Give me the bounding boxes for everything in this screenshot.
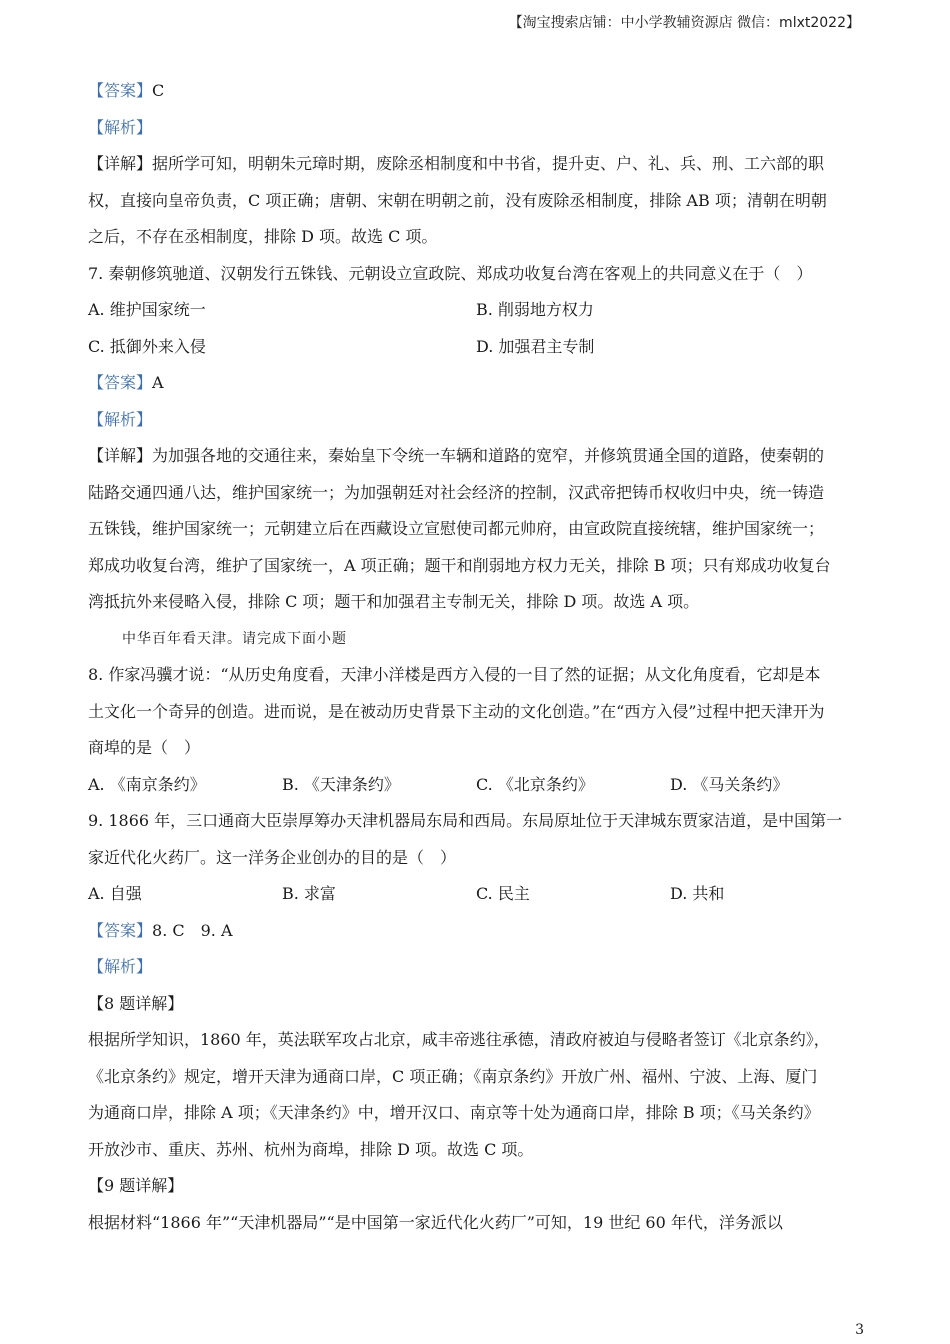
- text-line: 郑成功收复台湾，维护了国家统一，A 项正确；题干和削弱地方权力无关，排除 B 项；只有郑成功收复台: [88, 555, 831, 575]
- text-line: 开放沙市、重庆、苏州、杭州为商埠，排除 D 项。故选 C 项。: [88, 1139, 534, 1159]
- options-row: [88, 334, 864, 371]
- text-line: 根据材料“1866 年”“天津机器局”“是中国第一家近代化火药厂”可知，19 世纪 60 年代，洋务派以: [88, 1212, 783, 1232]
- text-line: 【详解】据所学可知，明朝朱元璋时期，废除丞相制度和中书省，提升吏、户、礼、兵、刑、工六部的职: [88, 154, 825, 173]
- text-line: 五铢钱，维护国家统一；元朝建立后在西藏设立宣慰使司都元帅府，由宣政院直接统辖，维护国家统一；: [88, 519, 825, 538]
- text-line: 权，直接向皇帝负责，C 项正确；唐朝、宋朝在明朝之前，没有废除丞相制度，排除 AB 项；清朝在明朝: [88, 190, 827, 210]
- option-item: C. 抵御外来入侵: [88, 336, 206, 356]
- answer-text: A: [152, 373, 164, 392]
- text-line: 【8 题详解】: [88, 993, 184, 1013]
- document-body: [88, 78, 864, 1246]
- option-item: D. 《马关条约》: [670, 774, 789, 794]
- text-line: 【9 题详解】: [88, 1176, 184, 1195]
- option-item: D. 共和: [670, 884, 725, 903]
- answer-line: [88, 115, 864, 152]
- text-line: 商埠的是（ ）: [88, 738, 201, 757]
- answer-line: [88, 370, 864, 407]
- answer-line: [88, 78, 864, 115]
- text-line: 土文化一个奇异的创造。进而说，是在被动历史背景下主动的文化创造。”在“西方入侵”过程中把天津开为: [88, 701, 825, 721]
- option-item: B. 《天津条约》: [282, 774, 400, 794]
- text-line: 7. 秦朝修筑驰道、汉朝发行五铢钱、元朝设立宣政院、郑成功收复台湾在客观上的共同意义在于（ ）: [88, 263, 813, 283]
- answer-line: [88, 407, 864, 444]
- section-label: 【解析】: [88, 957, 153, 976]
- option-item: D. 加强君主专制: [476, 336, 595, 356]
- text-line: 9. 1866 年，三口通商大臣崇厚筹办天津机器局东局和西局。东局原址位于天津城东贾家洁道，是中国第一: [88, 811, 843, 830]
- text-line: 之后，不存在丞相制度，排除 D 项。故选 C 项。: [88, 227, 438, 246]
- option-item: A. 维护国家统一: [88, 300, 206, 319]
- answer-line: [88, 954, 864, 991]
- option-item: C. 民主: [476, 884, 530, 903]
- section-label: 【答案】: [88, 81, 153, 100]
- text-line: 根据所学知识，1860 年，英法联军攻占北京，咸丰帝逃往承德，清政府被迫与侵略者签订《北京条约》，: [88, 1030, 830, 1049]
- text-line: 为通商口岸，排除 A 项；《天津条约》中，增开汉口、南京等十处为通商口岸，排除 B 项；《马关条约》: [88, 1103, 820, 1122]
- text-line: 湾抵抗外来侵略入侵，排除 C 项；题干和加强君主专制无关，排除 D 项。故选 A 项。: [88, 592, 700, 611]
- text-line: 陆路交通四通八达，维护国家统一；为加强朝廷对社会经济的控制，汉武帝把铸币权收归中央，统一铸造: [88, 482, 825, 502]
- text-line: 8. 作家冯骥才说：“从历史角度看，天津小洋楼是西方入侵的一目了然的证据；从文化角度看，它却是本: [88, 665, 821, 684]
- option-item: A. 自强: [88, 884, 142, 903]
- answer-text: C: [152, 81, 165, 100]
- section-label: 【答案】: [88, 920, 153, 940]
- options-row: [88, 297, 864, 334]
- section-label: 【答案】: [88, 373, 153, 392]
- option-item: A. 《南京条约》: [88, 774, 206, 794]
- options-row: [88, 772, 864, 809]
- option-item: C. 《北京条约》: [476, 774, 594, 794]
- page-number: 3: [855, 1322, 864, 1338]
- answer-line: [88, 918, 864, 955]
- text-line: 家近代化火药厂。这一洋务企业创办的目的是（ ）: [88, 847, 457, 867]
- section-label: 【解析】: [88, 409, 153, 429]
- option-item: B. 削弱地方权力: [476, 300, 594, 319]
- option-item: B. 求富: [282, 884, 336, 903]
- options-row: [88, 881, 864, 918]
- text-line: 【详解】为加强各地的交通往来，秦始皇下令统一车辆和道路的宽窄，并修筑贯通全国的道路，使秦朝的: [88, 446, 825, 465]
- text-line: 《北京条约》规定，增开天津为通商口岸，C 项正确；《南京条约》开放广州、福州、宁波、上海、厦门: [88, 1066, 818, 1086]
- answer-text: 8. C 9. A: [152, 920, 233, 940]
- question-intro: 中华百年看天津。请完成下面小题: [122, 630, 347, 647]
- section-label: 【解析】: [88, 117, 153, 137]
- page-header: 【淘宝搜索店铺：中小学教辅资源店 微信：mlxt2022】: [508, 15, 860, 31]
